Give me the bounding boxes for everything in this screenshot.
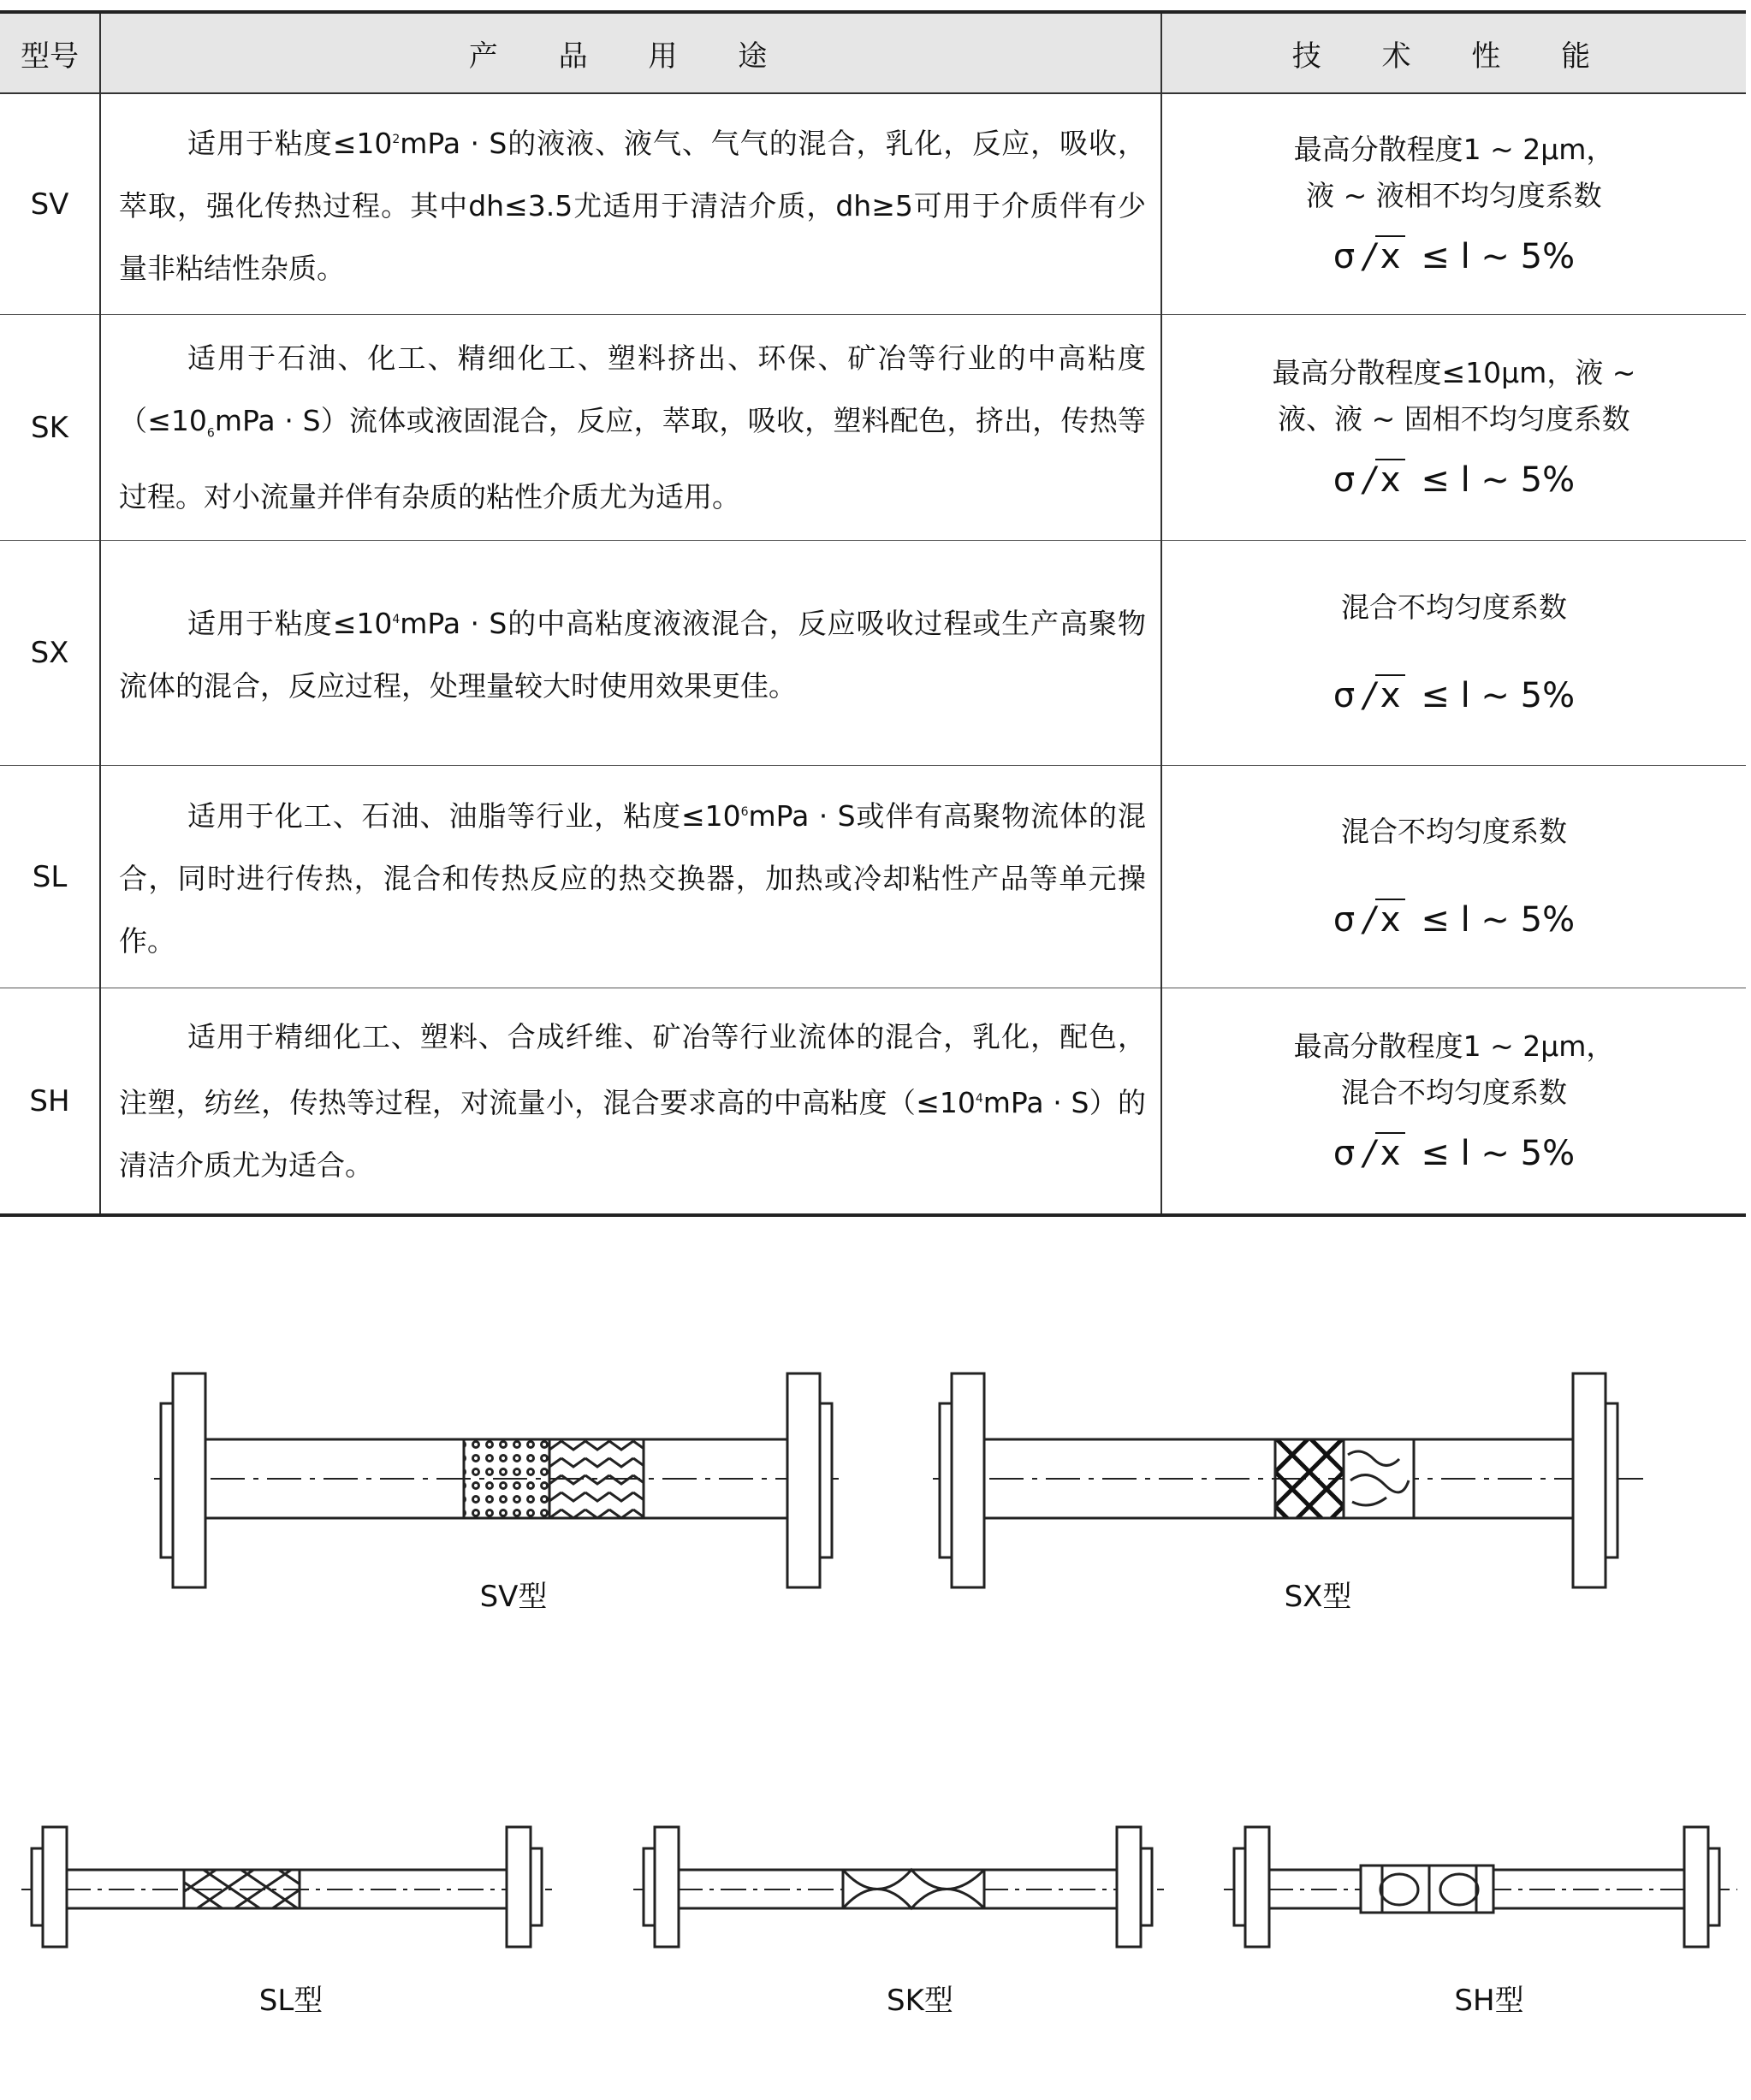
usage-text: 适用于化工、石油、油脂等行业，粘度$\le 10^6mPa \cdot S$或伴有高聚物流体的混合，同时进行传热，混合和传热反应的热交换器，加热或冷却粘性产品等单元操作。 (119, 799, 1146, 958)
perf-line: 最高分散程度1 ~ 2μm， (1293, 1029, 1615, 1063)
figure-label-sl: SL型 (258, 1984, 323, 2018)
perf-line: 最高分散程度≤10μm，液 ~ (1272, 355, 1636, 389)
uniformity-formula: σ / x ≤ l ~ 5% (1333, 899, 1576, 940)
figure-label-sv: SV型 (479, 1580, 548, 1614)
figure-label-sx: SX型 (1284, 1580, 1352, 1614)
uniformity-formula: σ / x ≤ l ~ 5% (1333, 1133, 1576, 1173)
header-model: 型号 (0, 12, 100, 93)
model-cell: SV (0, 93, 100, 315)
table-row (0, 93, 1746, 315)
perf-line: 混合不均匀度系数 (1341, 590, 1567, 624)
figure-label-sh: SH型 (1454, 1984, 1524, 2018)
sv-mixer-drawing (154, 1369, 839, 1592)
perf-line: 液、液 ~ 固相不均匀度系数 (1278, 401, 1630, 436)
perf-line: 液 ~ 液相不均匀度系数 (1306, 178, 1602, 212)
uniformity-formula: σ / x ≤ l ~ 5% (1333, 236, 1576, 276)
usage-text: 适用于精细化工、塑料、合成纤维、矿冶等行业流体的混合，乳化，配色，注塑，纺丝，传热等过程，对流量小，混合要求高的中高粘度$(\le 10^4mPa \cdot S)$的清洁介质尤为适合。 (119, 1020, 1146, 1182)
perf-line: 混合不均匀度系数 (1341, 814, 1567, 848)
table-row (0, 988, 1746, 1216)
table-row (0, 766, 1746, 988)
sh-mixer-drawing (1224, 1823, 1737, 1951)
table-row (0, 541, 1746, 766)
sk-mixer-drawing (633, 1823, 1164, 1951)
usage-cell (100, 541, 1161, 766)
sx-mixer-drawing (933, 1369, 1643, 1592)
usage-cell (100, 988, 1161, 1216)
performance-cell (1161, 93, 1746, 315)
performance-cell (1161, 988, 1746, 1216)
perf-line: 混合不均匀度系数 (1341, 1075, 1567, 1109)
usage-cell (100, 93, 1161, 315)
header-usage: 产 品 用 途 (100, 12, 1161, 93)
mixer-spec-table (0, 10, 1746, 1217)
uniformity-formula: σ / x ≤ l ~ 5% (1333, 460, 1576, 500)
performance-cell (1161, 541, 1746, 766)
usage-cell (100, 315, 1161, 541)
model-cell: SX (0, 541, 100, 766)
table-row (0, 315, 1746, 541)
performance-cell (1161, 315, 1746, 541)
sl-mixer-drawing (21, 1823, 552, 1951)
uniformity-formula: σ / x ≤ l ~ 5% (1333, 676, 1576, 715)
performance-cell (1161, 766, 1746, 988)
figure-label-sk: SK型 (887, 1984, 953, 2018)
model-cell: SK (0, 315, 100, 541)
usage-text: 适用于粘度$\le 10^2mPa \cdot S$的液液、液气、气气的混合，乳化，反应，吸收，萃取，强化传热过程。其中dh≤3.5尤适用于清洁介质，dh≥5可用于介质伴有少量非粘结性杂质。 (119, 127, 1146, 285)
model-cell: SH (0, 988, 100, 1216)
usage-cell (100, 766, 1161, 988)
table-header-row (0, 12, 1746, 93)
perf-line: 最高分散程度1 ~ 2μm， (1293, 132, 1615, 166)
usage-text: 适用于石油、化工、精细化工、塑料挤出、环保、矿冶等行业的中高粘度$(\le 10_6mPa \cdot S)$流体或液固混合，反应，萃取，吸收，塑料配色，挤出，传热等过程。对小流量并伴有杂质的粘性介质尤为适用。 (119, 341, 1146, 513)
usage-text: 适用于粘度$\le 10^4mPa \cdot S$的中高粘度液液混合，反应吸收过程或生产高聚物流体的混合，反应过程，处理量较大时使用效果更佳。 (119, 607, 1146, 703)
model-cell: SL (0, 766, 100, 988)
header-performance: 技 术 性 能 (1161, 12, 1746, 93)
